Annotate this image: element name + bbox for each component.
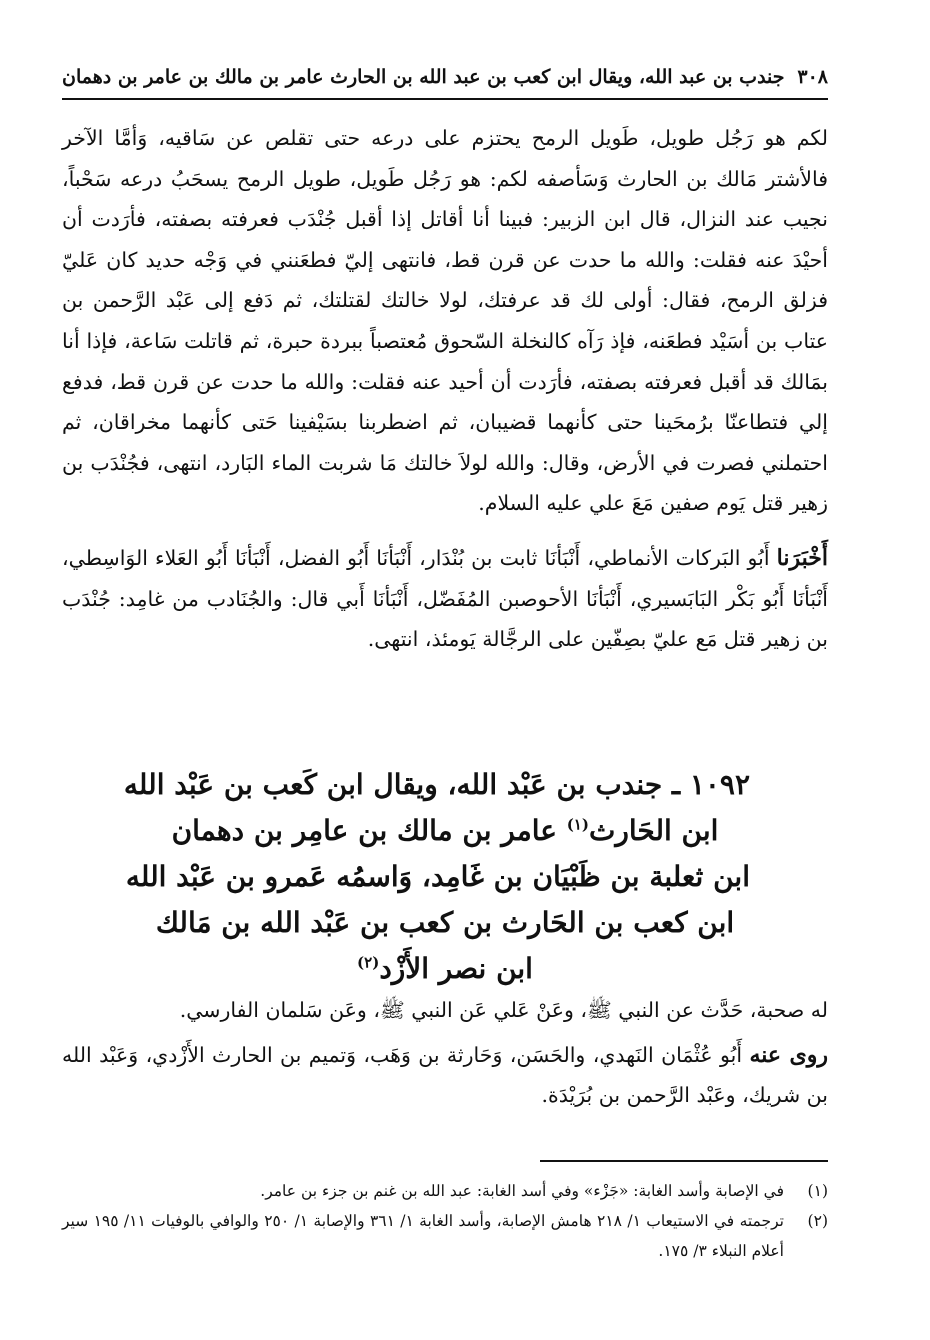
entry-heading-line-5a: ابن نصر الأَزْد (379, 952, 533, 985)
biography (62, 990, 828, 1116)
footnote-1 (62, 1176, 828, 1206)
paragraph-2 (62, 538, 828, 660)
entry-heading-line-5 (140, 946, 750, 992)
running-title: جندب بن عبد الله، ويقال ابن كعب بن عبد الله بن الحارث عامر بن مالك بن عامر بن دهمان (62, 66, 785, 88)
footnote-ref-2[interactable]: (٢) (357, 953, 380, 972)
bio-paragraph-2 (62, 1035, 828, 1116)
header-rule (62, 98, 828, 100)
entry-heading-line-2 (140, 808, 750, 854)
entry-heading-line-1: ١٠٩٢ ـ جندب بن عَبْد الله، ويقال ابن كَعب بن عَبْد الله (123, 768, 750, 801)
paragraph-2-lead: أَخْبَرَنا (776, 544, 828, 571)
entry-heading-line-3: ابن ثعلبة بن ظَبْيَان بن غَامِد، وَاسمُه عَمرو بن عَبْد الله (125, 860, 750, 893)
footnote-text: في الإصابة وأسد الغابة: «جَزْء» وفي أسد الغابة: عبد الله بن غنم بن جزء بن عامر. (260, 1182, 784, 1200)
page-header (62, 60, 828, 94)
footnote-2 (62, 1206, 828, 1266)
footnote-ref-1[interactable]: (١) (566, 815, 589, 834)
bio-paragraph-2-lead: روى عنه (749, 1041, 828, 1068)
main-text (62, 118, 828, 660)
entry-heading-line-2b: عامر بن مالك بن عامِر بن دهمان (171, 814, 567, 847)
footnote-number: (٢) (807, 1212, 828, 1230)
paragraph-1: لكم هو رَجُل طويل، طَويل الرمح يحتزم على درعه حتى تقلص عن سَاقيه، وَأمَّا الآخر فالأشتر مَالك بن الحارث وَسَأصفه لكم: هو رَجُل طَويل، طويل الرمح يسحَبُ درعه سَحْباً، نجيب عند النزال، قال ابن الزبير: فبينا أنا أقاتل إذا أقبل جُنْدَب فعرفته بصفته، فأرَدت أن أحيْدَ عنه فقلت: والله ما حدت عن قرن قط، فانتهى إليّ فطعَنني في وَجْه حديد كان عَليّ فزلق الرمح، فقال: أولى لك قد عرفتك، لولا خالتك لقتلتك، ثم دَفع إلى عَبْد الرَّحمن بن عتاب بن أسَيْد فطعَنه، فإذ رَآه كالنخلة السّحوق مُعتصباً ببردة حبرة، ثم قاتلت سَاعة، فإذا أنا بمَالك قد أقبل فعرفته بصفته، فأرَدت أن أحيد عنه فقلت: والله ما حدت عن قرن قط، فدفع إلي فتطاعنّا برُمحَينا حتى كأنهما قضيبان، ثم اضطربنا بسَيْفينا حَتى كأنهما مخراقان، ثم احتملني فصرت في الأرض، وقال: والله لولاَ خالتك مَا شربت الماء البَارد، انتهى، فجُنْدَب بن زهير قتل يَوم صفين مَعَ علي عليه السلام. (62, 126, 828, 516)
footnote-text: ترجمته في الاستيعاب ١/ ٢١٨ هامش الإصابة، وأسد الغابة ١/ ٣٦١ والإصابة ١/ ٢٥٠ والوافي بالوفيات ١١/ ١٩٥ سير أعلام النبلاء ٣/ ١٧٥. (62, 1212, 784, 1260)
footnotes (62, 1176, 828, 1266)
paragraph-2-text: أَبُو البَركات الأنماطي، أَنْبَأنَا ثابت بن بُنْدَار، أَنْبَأنَا أَبُو الفضل، أَنْبَأنَا أَبُو العَلاء الوَاسِطي، أَنْبَأنَا أَبُو بَكْر البَابَسيري، أَنْبَأنَا الأحوصبن المُفَضّل، أَنْبَأنَا أَبي قال: والجُنَادب من غامِد: جُنْدَب بن زهير قتل مَع عليّ بصِفّين على الرجَّالة يَومئذ، انتهى. (62, 545, 828, 652)
bio-paragraph-1: له صحبة، حَدَّث عن النبي ﷺ، وعَنْ عَلي عَن النبي ﷺ، وعَن سَلمان الفارسي. (179, 998, 828, 1022)
footnote-number: (١) (807, 1182, 828, 1200)
entry-heading-line-4: ابن كعب بن الحَارث بن كعب بن عَبْد الله بن مَالك (155, 906, 735, 939)
entry-heading-line-2a: ابن الحَارث (588, 814, 719, 847)
bio-paragraph-2-text: أَبُو عُثْمَان النَهدي، والحَسَن، وَحَارثة بن وَهَب، وَتميم بن الحارث الأَزْدي، وَعَبْد الله بن شريك، وعَبْد الرَّحمن بن بُرَيْدَة. (62, 1042, 828, 1108)
footnote-rule (540, 1160, 828, 1162)
page-number: ٣٠٨ (797, 66, 828, 88)
entry-heading (123, 762, 750, 992)
